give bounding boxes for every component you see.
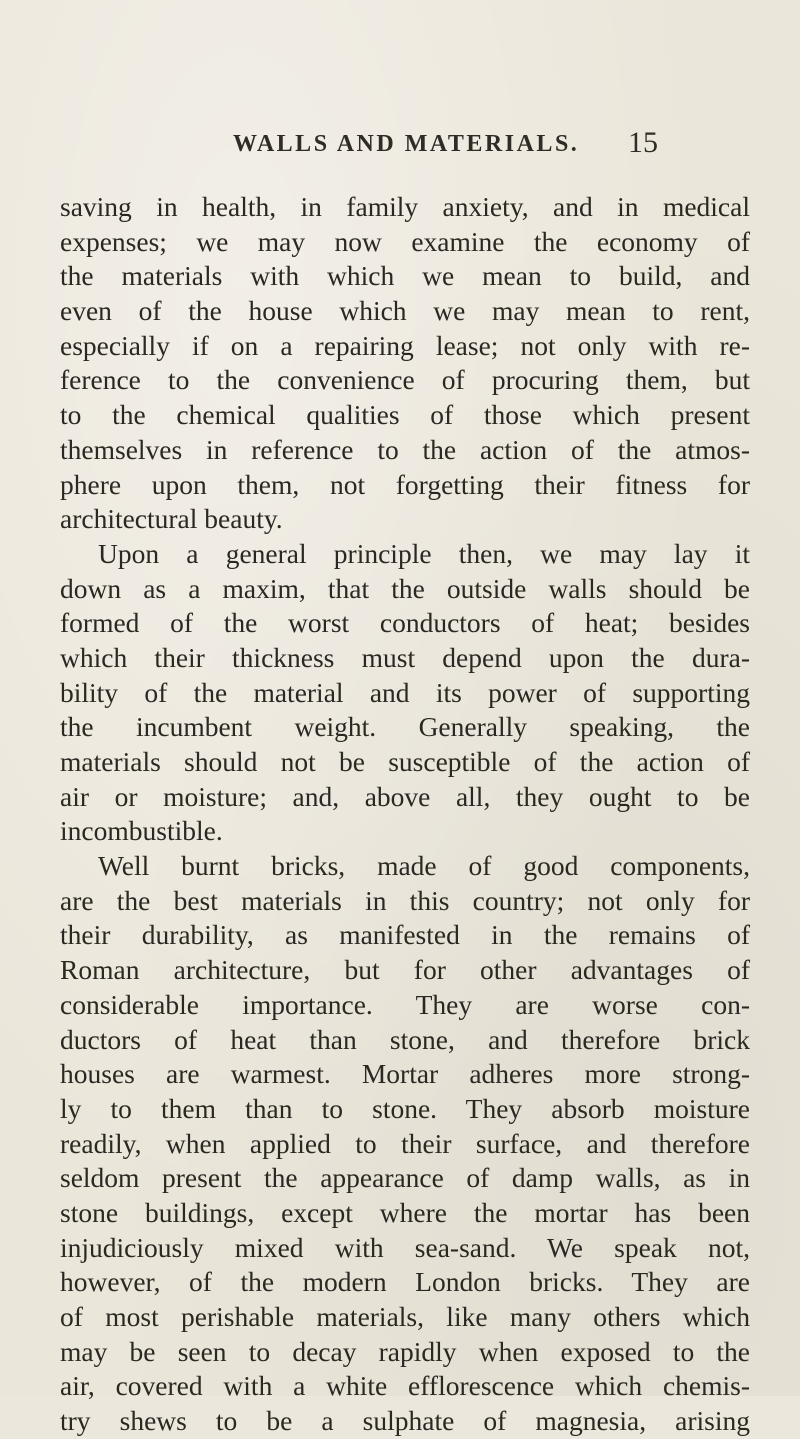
text-line: especially if on a repairing lease; not only with re-: [60, 329, 750, 361]
text-line: seldom present the appearance of damp walls, as in: [60, 1162, 750, 1194]
text-line: the materials with which we mean to build, and: [60, 260, 750, 292]
text-line: of most perishable materials, like many others which: [60, 1301, 750, 1332]
text-line: are the best materials in this country; not only for: [60, 884, 750, 916]
text-line: injudiciously mixed with sea-sand. We speak not,: [60, 1231, 750, 1263]
paragraph-start-line: Upon a general principle then, we may lay it: [98, 537, 750, 569]
text-line: materials should not be susceptible of the action of: [60, 746, 750, 777]
text-line: however, of the modern London bricks. They are: [60, 1266, 750, 1298]
text-line: ference to the convenience of procuring them, but: [60, 364, 750, 396]
text-line: the incumbent weight. Generally speaking, the: [60, 711, 750, 743]
text-line: houses are warmest. Mortar adheres more strong-: [60, 1058, 750, 1090]
text-line: incombustible.: [60, 815, 223, 847]
text-line: Roman architecture, but for other advantages of: [60, 954, 750, 986]
text-line: air or moisture; and, above all, they ought to be: [60, 780, 750, 812]
text-line: expenses; we may now examine the economy of: [60, 225, 750, 257]
text-line: formed of the worst conductors of heat; besides: [60, 607, 750, 639]
text-line: ductors of heat than stone, and therefore brick: [60, 1023, 750, 1055]
running-title: WALLS AND MATERIALS.: [233, 131, 580, 157]
text-line: to the chemical qualities of those which present: [60, 399, 750, 431]
text-line: try shews to be a sulphate of magnesia, arising: [60, 1405, 750, 1437]
text-line: which their thickness must depend upon the dura-: [60, 641, 750, 673]
text-line: may be seen to decay rapidly when exposed to the: [60, 1335, 750, 1367]
paragraph-start-line: Well burnt bricks, made of good components,: [98, 850, 750, 882]
text-line: their durability, as manifested in the remains of: [60, 919, 750, 951]
text-line: readily, when applied to their surface, and therefore: [60, 1127, 750, 1159]
text-line: down as a maxim, that the outside walls should be: [60, 572, 750, 604]
text-line: saving in health, in family anxiety, and in medical: [60, 191, 750, 222]
text-line: stone buildings, except where the mortar has been: [60, 1196, 750, 1228]
text-line: bility of the material and its power of supporting: [60, 676, 750, 708]
text-line: air, covered with a white efflorescence which chemis-: [60, 1370, 750, 1402]
running-head: [0, 126, 800, 171]
text-line: architectural beauty.: [60, 503, 283, 535]
text-line: even of the house which we may mean to rent,: [60, 295, 750, 327]
text-line: considerable importance. They are worse con-: [60, 988, 750, 1020]
body-text: [60, 190, 750, 1439]
text-line: phere upon them, not forgetting their fitness for: [60, 468, 750, 500]
page-number: 15: [628, 126, 658, 159]
text-line: themselves in reference to the action of the atmos-: [60, 433, 750, 465]
text-line: ly to them than to stone. They absorb moisture: [60, 1092, 750, 1124]
